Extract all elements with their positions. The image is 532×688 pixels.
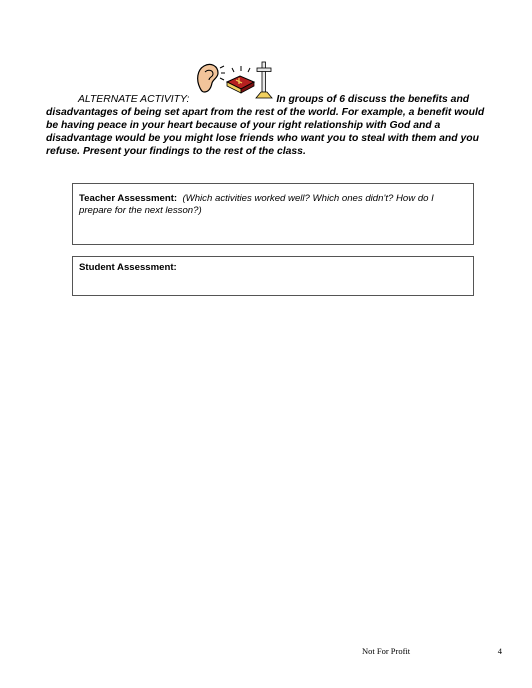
teacher-assessment-label: Teacher Assessment: bbox=[79, 193, 178, 204]
activity-label: ALTERNATE ACTIVITY: bbox=[78, 94, 190, 105]
alternate-activity-paragraph bbox=[46, 68, 490, 158]
ear-icon bbox=[198, 64, 225, 92]
footer-text: Not For Profit bbox=[362, 646, 411, 656]
student-assessment-box[interactable] bbox=[72, 256, 474, 296]
teacher-assessment-box[interactable] bbox=[72, 183, 474, 245]
activity-clipart bbox=[194, 68, 274, 106]
student-assessment-label: Student Assessment: bbox=[79, 262, 177, 273]
activity-text: In groups of 6 discuss the benefits and disadvantages of being set apart from the rest of the world. For example, a benefit would be having peace in your heart because of your right relationship with God and a disadvantage would be you might lose friends who want you to steal with them and you refuse. Present your findings to the rest of the class. bbox=[46, 94, 485, 157]
page-number: 4 bbox=[497, 646, 502, 656]
page-footer bbox=[362, 646, 502, 656]
cross-icon bbox=[256, 62, 272, 98]
bible-icon bbox=[227, 66, 254, 93]
teacher-assessment-prompt: (Which activities worked well? Which ones didn't? How do I prepare for the next lesson?) bbox=[79, 193, 434, 216]
